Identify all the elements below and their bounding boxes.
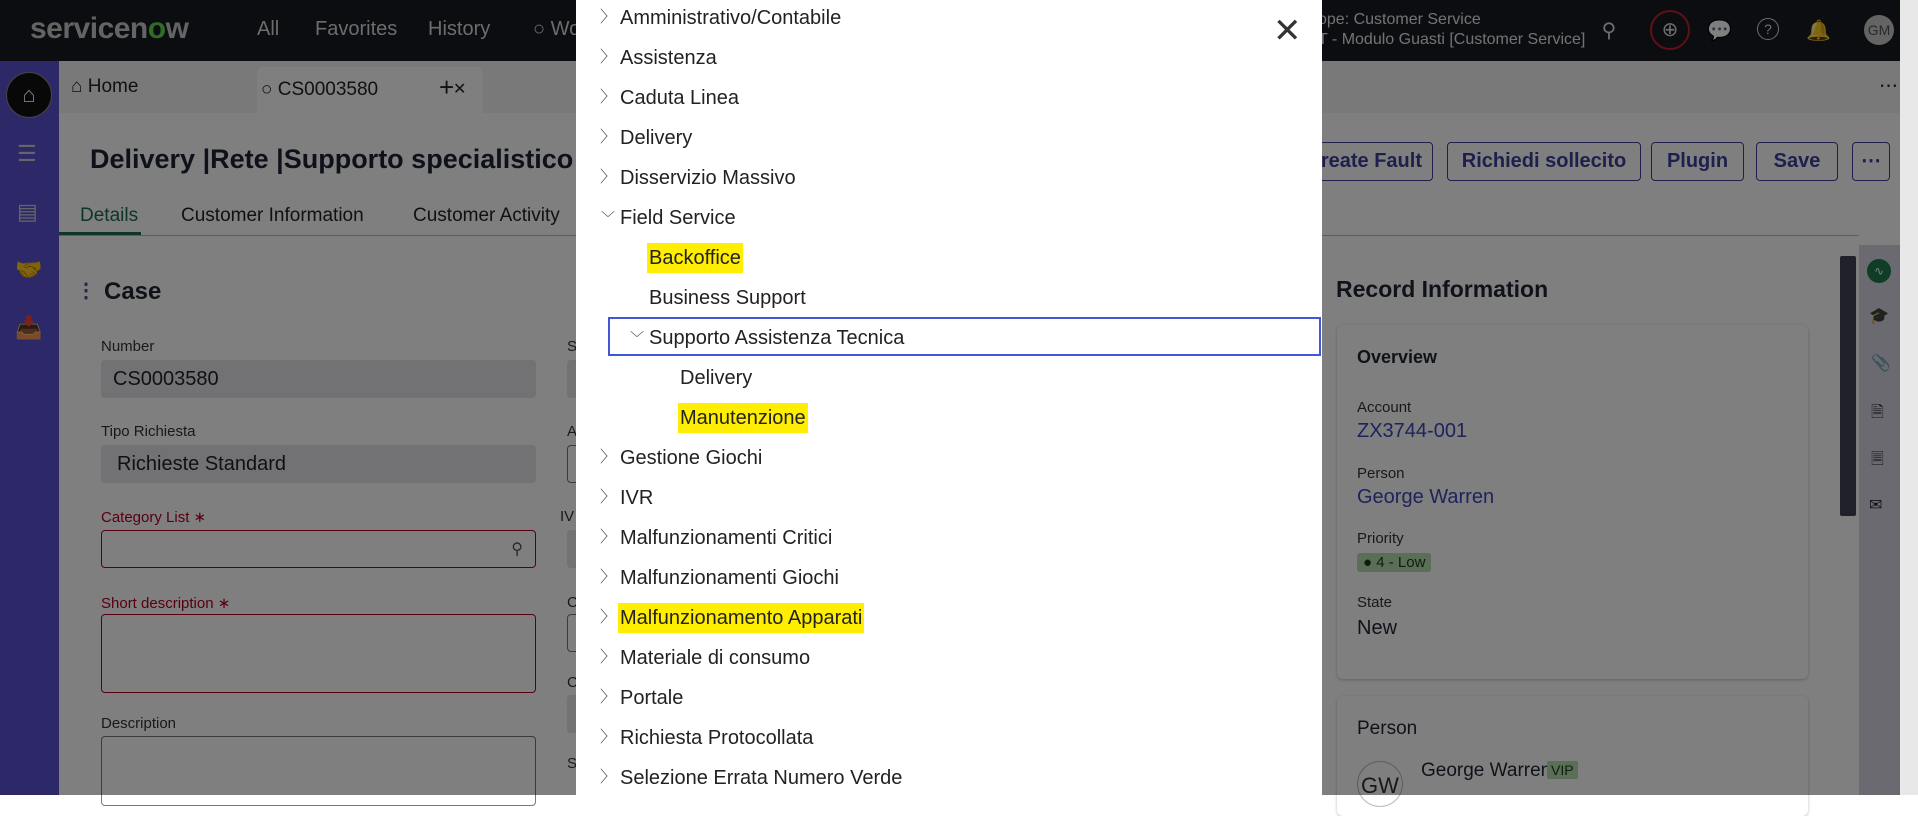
tree-item[interactable]: [576, 160, 1322, 196]
tree-item[interactable]: [576, 200, 1322, 236]
tree-item-label: Portale: [620, 687, 684, 709]
tree-item-label: Assistenza: [620, 47, 717, 69]
tree-item[interactable]: [576, 120, 1322, 156]
tree-item[interactable]: [576, 440, 1322, 476]
chevron-right-icon[interactable]: 〉: [599, 449, 616, 466]
tree-item-label: IVR: [620, 487, 654, 509]
tree-item[interactable]: [576, 640, 1322, 676]
tree-item[interactable]: [576, 400, 1322, 436]
chevron-right-icon[interactable]: 〉: [599, 529, 616, 546]
tree-item[interactable]: [576, 720, 1322, 756]
chevron-right-icon[interactable]: 〉: [599, 49, 616, 66]
tree-item-label: Materiale di consumo: [620, 647, 811, 669]
browser-scrollbar[interactable]: [1900, 0, 1918, 795]
tree-item[interactable]: [576, 240, 1322, 276]
tree-item[interactable]: [576, 280, 1322, 316]
tree-item[interactable]: [576, 520, 1322, 556]
tree-item-label: Malfunzionamenti Giochi: [620, 567, 839, 589]
category-tree-dialog: [576, 0, 1322, 800]
tree-item[interactable]: [576, 80, 1322, 116]
chevron-right-icon[interactable]: 〉: [599, 649, 616, 666]
tree-item-label: Selezione Errata Numero Verde: [620, 767, 903, 789]
tree-item-label: Supporto Assistenza Tecnica: [649, 327, 905, 349]
tree-item[interactable]: [576, 480, 1322, 516]
tree-item[interactable]: [576, 600, 1322, 636]
chevron-down-icon[interactable]: ﹀: [601, 210, 615, 226]
chevron-down-icon[interactable]: ﹀: [630, 330, 644, 346]
close-icon[interactable]: ✕: [1273, 12, 1302, 50]
tree-item-label: Caduta Linea: [620, 87, 739, 109]
chevron-right-icon[interactable]: 〉: [599, 609, 616, 626]
chevron-right-icon[interactable]: 〉: [599, 569, 616, 586]
tree-item-label: Richiesta Protocollata: [620, 727, 814, 749]
tree-item[interactable]: [576, 0, 1322, 36]
tree-item-label: Amministrativo/Contabile: [620, 7, 842, 29]
chevron-right-icon[interactable]: 〉: [599, 9, 616, 26]
chevron-right-icon[interactable]: 〉: [599, 689, 616, 706]
tree-item-label: Manutenzione: [678, 403, 808, 433]
tree-item-label: Delivery: [620, 127, 693, 149]
tree-item[interactable]: [576, 360, 1322, 396]
tree-item[interactable]: [576, 760, 1322, 796]
tree-item-label: Backoffice: [647, 243, 743, 273]
chevron-right-icon[interactable]: 〉: [599, 129, 616, 146]
tree-item[interactable]: [576, 40, 1322, 76]
tree-item-label: Gestione Giochi: [620, 447, 763, 469]
focused-tree-item-outline: [608, 317, 1321, 356]
tree-item-label: Business Support: [649, 287, 806, 309]
tree-item-label: Delivery: [680, 367, 753, 389]
chevron-right-icon[interactable]: 〉: [599, 169, 616, 186]
tree-item-label: Disservizio Massivo: [620, 167, 796, 189]
tree-item-label: Malfunzionamento Apparati: [618, 603, 864, 633]
chevron-right-icon[interactable]: 〉: [599, 89, 616, 106]
chevron-right-icon[interactable]: 〉: [599, 489, 616, 506]
tree-item[interactable]: [576, 560, 1322, 596]
tree-item-label: Field Service: [620, 207, 736, 229]
chevron-right-icon[interactable]: 〉: [599, 729, 616, 746]
tree-item[interactable]: [576, 680, 1322, 716]
chevron-right-icon[interactable]: 〉: [599, 769, 616, 786]
tree-item-label: Malfunzionamenti Critici: [620, 527, 833, 549]
